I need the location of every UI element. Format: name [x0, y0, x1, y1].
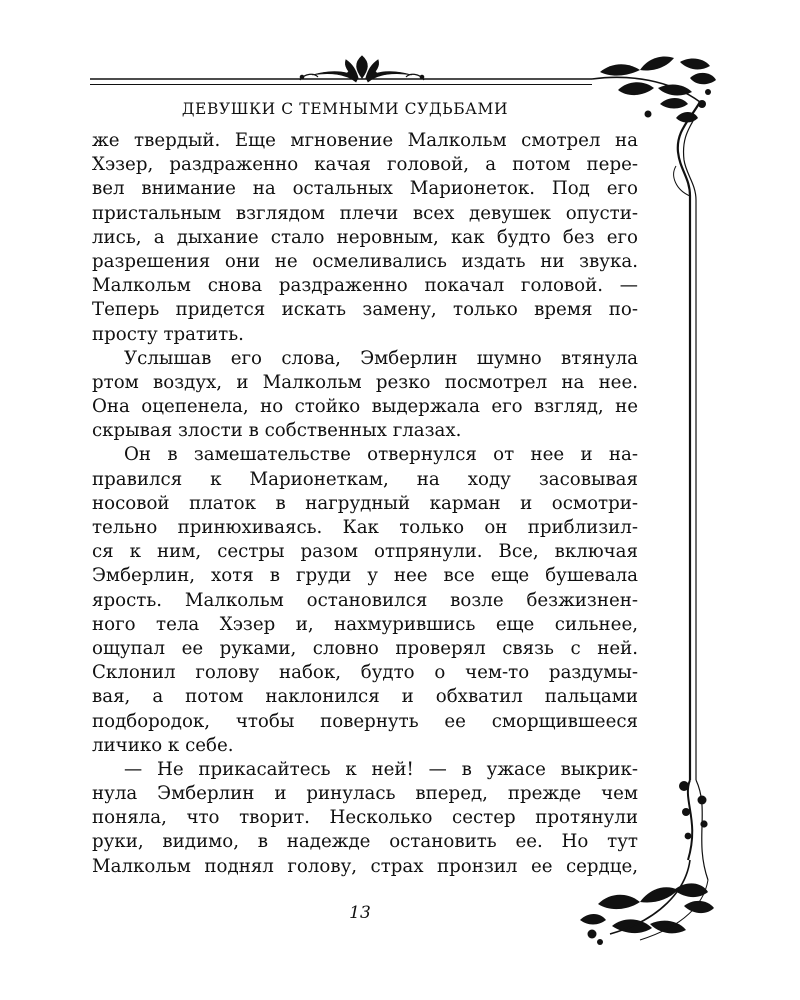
text-line: поняла, что творит. Несколько сестер протянули: [92, 807, 638, 829]
text-line: просту тратить.: [92, 323, 244, 345]
text-line: тельно принюхиваясь. Как только он приблизил-: [92, 517, 638, 538]
center-flourish-icon: [300, 56, 424, 82]
text-line: ощупал ее руками, словно проверял связь с ней.: [92, 637, 638, 659]
right-border-rule: [674, 102, 700, 780]
text-line: скрывая злости в собственных глазах.: [92, 420, 462, 442]
header-rule: [90, 79, 592, 85]
text-line: ного тела Хэзер и, нахмурившись еще сильнее,: [92, 613, 638, 635]
text-line: вая, а потом наклонился и обхватил пальцами: [92, 686, 638, 708]
text-line: лись, а дыхание стало неровным, как будто без его: [92, 226, 638, 248]
text-line: Она оцепенела, но стойко выдержала его взгляд, не: [92, 396, 638, 418]
text-line: же твердый. Еще мгновение Малкольм смотрел на: [92, 130, 638, 151]
text-line: правился к Марионеткам, на ходу засовывая: [92, 468, 638, 490]
text-line: руки, видимо, в надежде остановить ее. Но тут: [92, 831, 638, 853]
text-line: ярость. Малкольм остановился возле безжизнен-: [92, 589, 638, 611]
text-line: Хэзер, раздраженно качая головой, а потом пере-: [92, 154, 638, 176]
running-head-title: ДЕВУШКИ С ТЕМНЫМИ СУДЬБАМИ: [181, 100, 509, 118]
text-line: Малкольм снова раздраженно покачал головой. —: [92, 275, 638, 297]
text-line: личико к себе.: [92, 734, 234, 756]
text-line: вел внимание на остальных Марионеток. Под его: [92, 178, 638, 200]
body-text: [92, 129, 638, 879]
text-line: разрешения они не осмеливались издать ни звука.: [92, 250, 638, 272]
text-line: подбородок, чтобы повернуть ее сморщившееся: [92, 710, 638, 732]
text-line: Эмберлин, хотя в груди у нее все еще бушевала: [92, 565, 638, 587]
text-line: пристальным взглядом плечи всех девушек опусти-: [92, 202, 638, 224]
text-line: ся к ним, сестры разом отпрянули. Все, включая: [92, 541, 638, 563]
right-berries-icon: [679, 780, 708, 880]
text-line: носовой платок в нагрудный карман и осмотри-: [92, 492, 638, 514]
page-number: 13: [349, 903, 371, 923]
text-line: Теперь придется искать замену, только время по-: [92, 299, 638, 321]
top-right-leaves-icon: [592, 57, 716, 123]
text-line: Склонил голову набок, будто о чем-то раздумы-: [92, 662, 638, 684]
text-line: Он в замешательстве отвернулся от нее и на-: [124, 444, 638, 466]
text-line: ртом воздух, и Малкольм резко посмотрел на нее.: [92, 371, 638, 393]
text-line: нула Эмберлин и ринулась вперед, прежде чем: [92, 783, 638, 805]
text-line: Услышав его слова, Эмберлин шумно втянула: [124, 347, 638, 369]
text-line: — Не прикасайтесь к ней! — в ужасе выкрик-: [124, 758, 638, 780]
text-line: Малкольм поднял голову, страх пронзил ее сердце,: [92, 855, 638, 877]
